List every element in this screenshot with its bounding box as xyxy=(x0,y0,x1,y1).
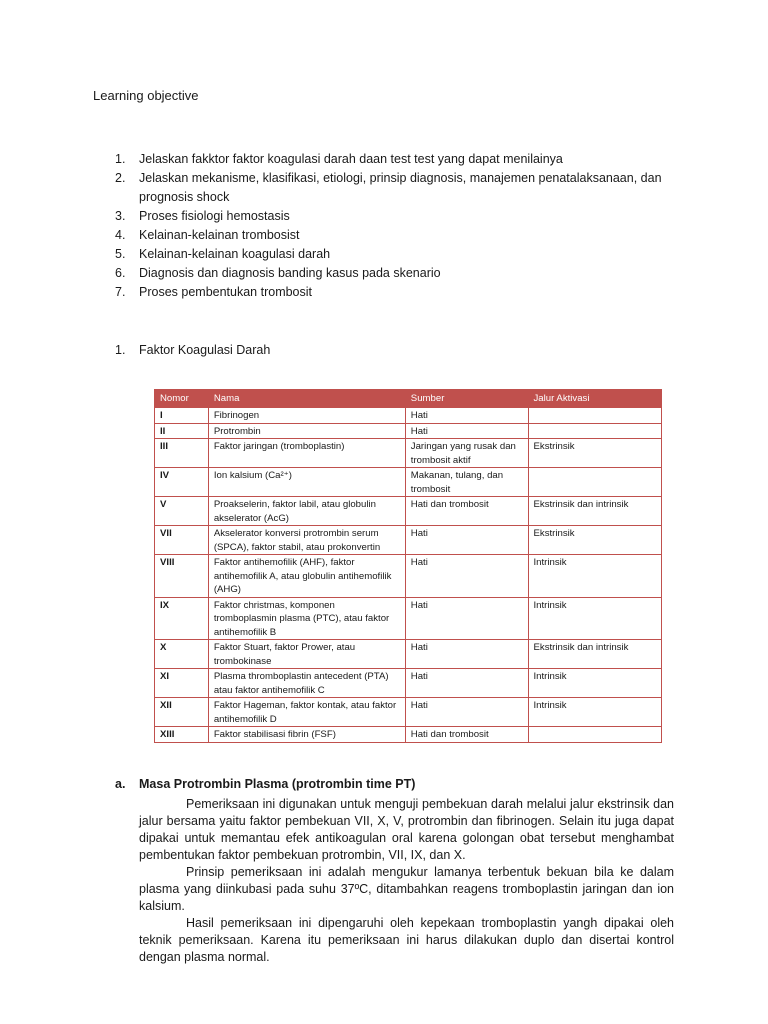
column-header: Nomor xyxy=(155,390,209,408)
table-cell: X xyxy=(155,640,209,669)
list-number: 5. xyxy=(115,247,126,261)
table-row xyxy=(155,408,662,424)
table-cell: Hati xyxy=(405,640,528,669)
table-row xyxy=(155,669,662,698)
list-number: 2. xyxy=(115,171,126,185)
column-header: Jalur Aktivasi xyxy=(528,390,662,408)
table-cell: Intrinsik xyxy=(528,597,662,640)
list-item xyxy=(93,283,673,302)
table-cell: I xyxy=(155,408,209,424)
table-cell: Proakselerin, faktor labil, atau globulin akselerator (AcG) xyxy=(208,497,405,526)
table-row xyxy=(155,698,662,727)
table-row xyxy=(155,640,662,669)
paragraph: Hasil pemeriksaan ini dipengaruhi oleh kepekaan tromboplastin yangh dipakai oleh teknik pemeriksaan. Karena itu pemeriksaan ini harus dilakukan duplo dan disertai kontrol dengan plasma normal. xyxy=(139,916,674,964)
body-text xyxy=(139,796,674,966)
table-cell: Hati xyxy=(405,597,528,640)
list-item xyxy=(93,169,673,207)
table-cell: XII xyxy=(155,698,209,727)
table-cell: Protrombin xyxy=(208,423,405,439)
list-text: Kelainan-kelainan trombosist xyxy=(139,228,300,242)
table-cell: Faktor antihemofilik (AHF), faktor antihemofilik A, atau globulin antihemofilik (AHG) xyxy=(208,555,405,598)
table-cell: III xyxy=(155,439,209,468)
table-cell: Faktor Stuart, faktor Prower, atau trombokinase xyxy=(208,640,405,669)
table-cell xyxy=(528,423,662,439)
list-number: 7. xyxy=(115,285,126,299)
table-cell: Faktor stabilisasi fibrin (FSF) xyxy=(208,727,405,743)
table-cell: Ekstrinsik dan intrinsik xyxy=(528,497,662,526)
list-text: Proses fisiologi hemostasis xyxy=(139,209,290,223)
list-item xyxy=(93,264,673,283)
table-cell: Hati xyxy=(405,408,528,424)
table-cell xyxy=(528,727,662,743)
coagulation-factors-table xyxy=(154,389,662,743)
table-cell: Ekstrinsik xyxy=(528,526,662,555)
table-row xyxy=(155,597,662,640)
table-row xyxy=(155,526,662,555)
list-number: 4. xyxy=(115,228,126,242)
table-cell: Hati xyxy=(405,423,528,439)
table-cell: Hati xyxy=(405,698,528,727)
table-row xyxy=(155,555,662,598)
table-cell: Faktor Hageman, faktor kontak, atau faktor antihemofilik D xyxy=(208,698,405,727)
table-cell: Intrinsik xyxy=(528,669,662,698)
table-row xyxy=(155,497,662,526)
list-item xyxy=(93,150,673,169)
table-cell xyxy=(528,468,662,497)
list-number: 1. xyxy=(115,152,126,166)
column-header: Nama xyxy=(208,390,405,408)
paragraph: Pemeriksaan ini digunakan untuk menguji pembekuan darah melalui jalur ekstrinsik dan jalur bersama yaitu faktor pembekuan VII, X, V, protrombin dan fibrinogen. Selain itu juga dapat dipakai untuk memantau efek antikoagulan oral karena golongan obat tersebut menghambat pembentukan faktor pembekuan protrombin, VII, IX, dan X. xyxy=(139,797,674,862)
table-cell: Makanan, tulang, dan trombosit xyxy=(405,468,528,497)
column-header: Sumber xyxy=(405,390,528,408)
table-cell: V xyxy=(155,497,209,526)
table-cell: Hati dan trombosit xyxy=(405,497,528,526)
table-row xyxy=(155,423,662,439)
list-text: Diagnosis dan diagnosis banding kasus pada skenario xyxy=(139,266,441,280)
table-cell: II xyxy=(155,423,209,439)
table-cell: Intrinsik xyxy=(528,698,662,727)
table-cell: Hati xyxy=(405,669,528,698)
table-cell: Hati xyxy=(405,555,528,598)
list-text: Kelainan-kelainan koagulasi darah xyxy=(139,247,331,261)
paragraph: Prinsip pemeriksaan ini adalah mengukur lamanya terbentuk bekuan bila ke dalam plasma yang diinkubasi pada suhu 37ºC, ditambahkan reagens tromboplastin jaringan dan ion kalsium. xyxy=(139,865,674,913)
section-title-text: Faktor Koagulasi Darah xyxy=(139,343,271,357)
list-number: 3. xyxy=(115,209,126,223)
table-cell: Fibrinogen xyxy=(208,408,405,424)
table-cell: Plasma thromboplastin antecedent (PTA) atau faktor antihemofilik C xyxy=(208,669,405,698)
table-cell: Faktor christmas, komponen tromboplasmin plasma (PTC), atau faktor antihemofilik B xyxy=(208,597,405,640)
table-cell: IX xyxy=(155,597,209,640)
list-text: Jelaskan mekanisme, klasifikasi, etiologi, prinsip diagnosis, manajemen penatalaksanaan, dan prognosis shock xyxy=(139,171,662,204)
subsection-title-text: Masa Protrombin Plasma (protrombin time PT) xyxy=(139,777,416,791)
table-cell: Ekstrinsik xyxy=(528,439,662,468)
table-cell: Hati dan trombosit xyxy=(405,727,528,743)
table-cell: Ekstrinsik dan intrinsik xyxy=(528,640,662,669)
table-row xyxy=(155,468,662,497)
list-text: Proses pembentukan trombosit xyxy=(139,285,313,299)
table-cell: VII xyxy=(155,526,209,555)
table-cell xyxy=(528,408,662,424)
table-cell: IV xyxy=(155,468,209,497)
table-cell: Hati xyxy=(405,526,528,555)
objectives-list xyxy=(93,150,673,302)
table-cell: Intrinsik xyxy=(528,555,662,598)
table-cell: Akselerator konversi protrombin serum (SPCA), faktor stabil, atau prokonvertin xyxy=(208,526,405,555)
table-cell: XI xyxy=(155,669,209,698)
table-cell: Jaringan yang rusak dan trombosit aktif xyxy=(405,439,528,468)
table-row xyxy=(155,439,662,468)
list-text: Jelaskan fakktor faktor koagulasi darah daan test test yang dapat menilainya xyxy=(139,152,563,166)
list-item xyxy=(93,207,673,226)
table-cell: VIII xyxy=(155,555,209,598)
table-row xyxy=(155,727,662,743)
table-cell: Faktor jaringan (tromboplastin) xyxy=(208,439,405,468)
table-header-row xyxy=(155,390,662,408)
page-heading: Learning objective xyxy=(93,88,199,103)
section-number: 1. xyxy=(115,343,126,357)
list-item xyxy=(93,226,673,245)
table-cell: XIII xyxy=(155,727,209,743)
table-cell: Ion kalsium (Ca²⁺) xyxy=(208,468,405,497)
list-number: 6. xyxy=(115,266,126,280)
subsection-letter: a. xyxy=(115,777,126,791)
list-item xyxy=(93,245,673,264)
